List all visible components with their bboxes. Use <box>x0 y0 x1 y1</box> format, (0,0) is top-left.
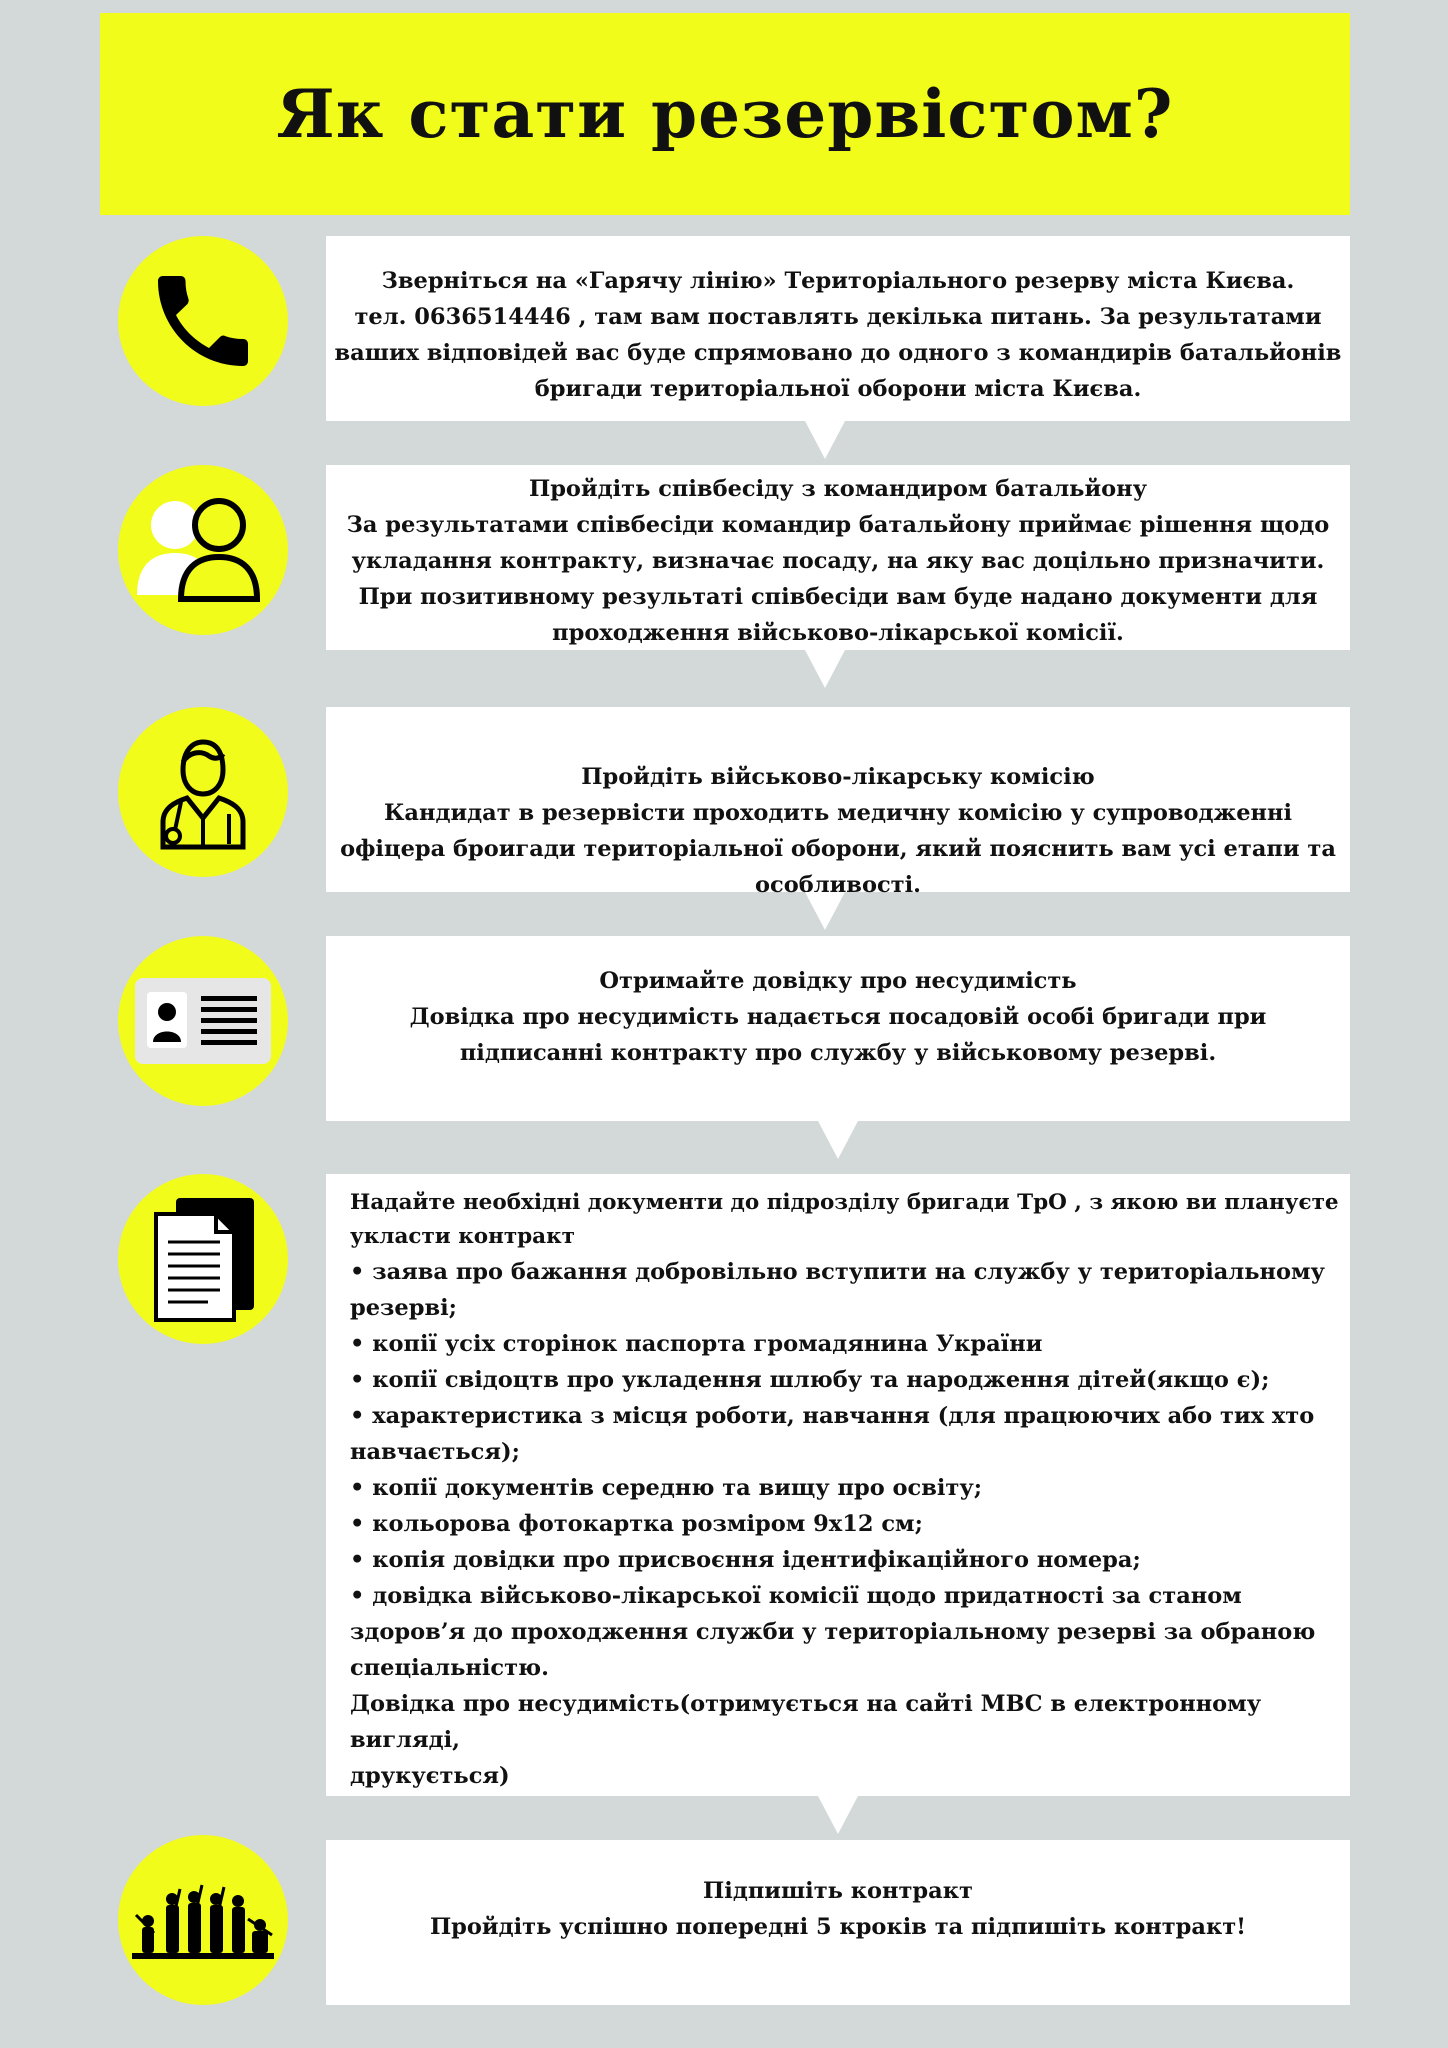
documents-icon <box>148 1194 258 1324</box>
step-5-line-16: друкується) <box>350 1763 510 1789</box>
phone-icon <box>143 261 263 381</box>
step-3-icon-circle <box>118 707 288 877</box>
step-4-line-2: Довідка про несудимість надається посадовій особі бригади при <box>409 1004 1267 1030</box>
step-3-line-3: офіцера броигади територіальної оборони, який пояснить вам усі етапи та <box>340 836 1336 862</box>
step-4-line-1: Отримайте довідку про несудимість <box>599 968 1077 994</box>
step-5-line-12: • довідка військово-лікарської комісії щодо придатності за станом <box>350 1583 1242 1609</box>
step-5-pointer <box>818 1796 858 1834</box>
step-1-line-2: тел. 0636514446 , там вам поставлять декілька питань. За результатами <box>354 304 1322 330</box>
step-5-line-3: • заява про бажання добровільно вступити на службу у територіальному <box>350 1259 1325 1285</box>
step-5-line-5: • копії усіх сторінок паспорта громадянина України <box>350 1331 1043 1357</box>
step-5-line-10: • кольорова фотокартка розміром 9х12 см; <box>350 1511 923 1537</box>
step-4-card <box>326 936 1350 1121</box>
step-2-line-1: Пройдіть співбесіду з командиром батальйону <box>528 476 1148 502</box>
step-1-pointer <box>805 421 845 459</box>
step-5-icon-circle <box>118 1174 288 1344</box>
step-1-icon-circle <box>118 236 288 406</box>
step-2-pointer <box>805 650 845 688</box>
step-3-line-1: Пройдіть військово-лікарську комісію <box>581 764 1095 790</box>
step-2-line-2: За результатами співбесіди командир батальйону приймає рішення щодо <box>346 512 1330 538</box>
step-5-line-4: резерві; <box>350 1295 457 1321</box>
step-5-card <box>326 1174 1350 1796</box>
step-4-line-3: підписанні контракту про службу у військовому резерві. <box>459 1040 1217 1066</box>
step-5-line-11: • копія довідки про присвоєння ідентифікаційного номера; <box>350 1547 1141 1573</box>
step-2-icon-circle <box>118 465 288 635</box>
step-5-line-7: • характеристика з місця роботи, навчання (для працюючих або тих хто <box>350 1403 1315 1429</box>
step-6-icon-circle <box>118 1835 288 2005</box>
step-5-line-13: здоров’я до проходження служби у територіальному резерві за обраною <box>350 1619 1316 1645</box>
step-3-card <box>326 707 1350 898</box>
step-6-line-2: Пройдіть успішно попередні 5 кроків та підпишіть контракт! <box>429 1914 1247 1940</box>
step-5-line-15: Довідка про несудимість(отримується на сайті МВС в електронному вигляді, <box>350 1691 1262 1753</box>
step-1-card <box>326 236 1350 421</box>
step-5-line-2: укласти контракт <box>350 1224 575 1249</box>
page-title: Як стати резервістом? <box>276 75 1174 153</box>
step-5-line-6: • копії свідоцтв про укладення шлюбу та народження дітей(якщо є); <box>350 1367 1270 1393</box>
step-2-line-3: укладання контракту, визначає посаду, на яку вас доцільно призначити. <box>351 548 1325 574</box>
step-1-line-1: Зверніться на «Гарячу лінію» Територіального резерву міста Києва. <box>381 268 1295 294</box>
step-1-line-3: ваших відповідей вас буде спрямовано до одного з командирів батальйонів <box>334 340 1342 366</box>
step-3-line-4: особливості. <box>755 872 921 898</box>
step-6-card <box>326 1840 1350 2005</box>
step-5-line-9: • копії документів середню та вищу про освіту; <box>350 1475 983 1501</box>
step-5-line-14: спеціальністю. <box>350 1655 549 1681</box>
doctor-icon <box>153 732 253 852</box>
step-4-pointer <box>818 1121 858 1159</box>
people-icon <box>133 495 273 605</box>
id-card-icon <box>133 976 273 1066</box>
step-4-icon-circle <box>118 936 288 1106</box>
step-2-card <box>326 465 1350 650</box>
header-banner <box>100 13 1350 215</box>
step-3-pointer <box>805 892 845 930</box>
step-1-line-4: бригади територіальної оборони міста Києва. <box>534 376 1142 402</box>
step-5-line-8: навчається); <box>350 1439 520 1465</box>
step-2-line-5: проходження військово-лікарської комісії. <box>552 620 1124 646</box>
step-2-line-4: При позитивному результаті співбесіди вам буде надано документи для <box>358 584 1318 610</box>
step-3-line-2: Кандидат в резервісти проходить медичну комісію у супроводженні <box>383 800 1293 826</box>
soldiers-icon <box>128 1875 278 1965</box>
step-5-line-1: Надайте необхідні документи до підрозділу бригади ТрО , з якою ви плануєте <box>350 1190 1339 1215</box>
step-6-line-1: Підпишіть контракт <box>703 1878 973 1904</box>
